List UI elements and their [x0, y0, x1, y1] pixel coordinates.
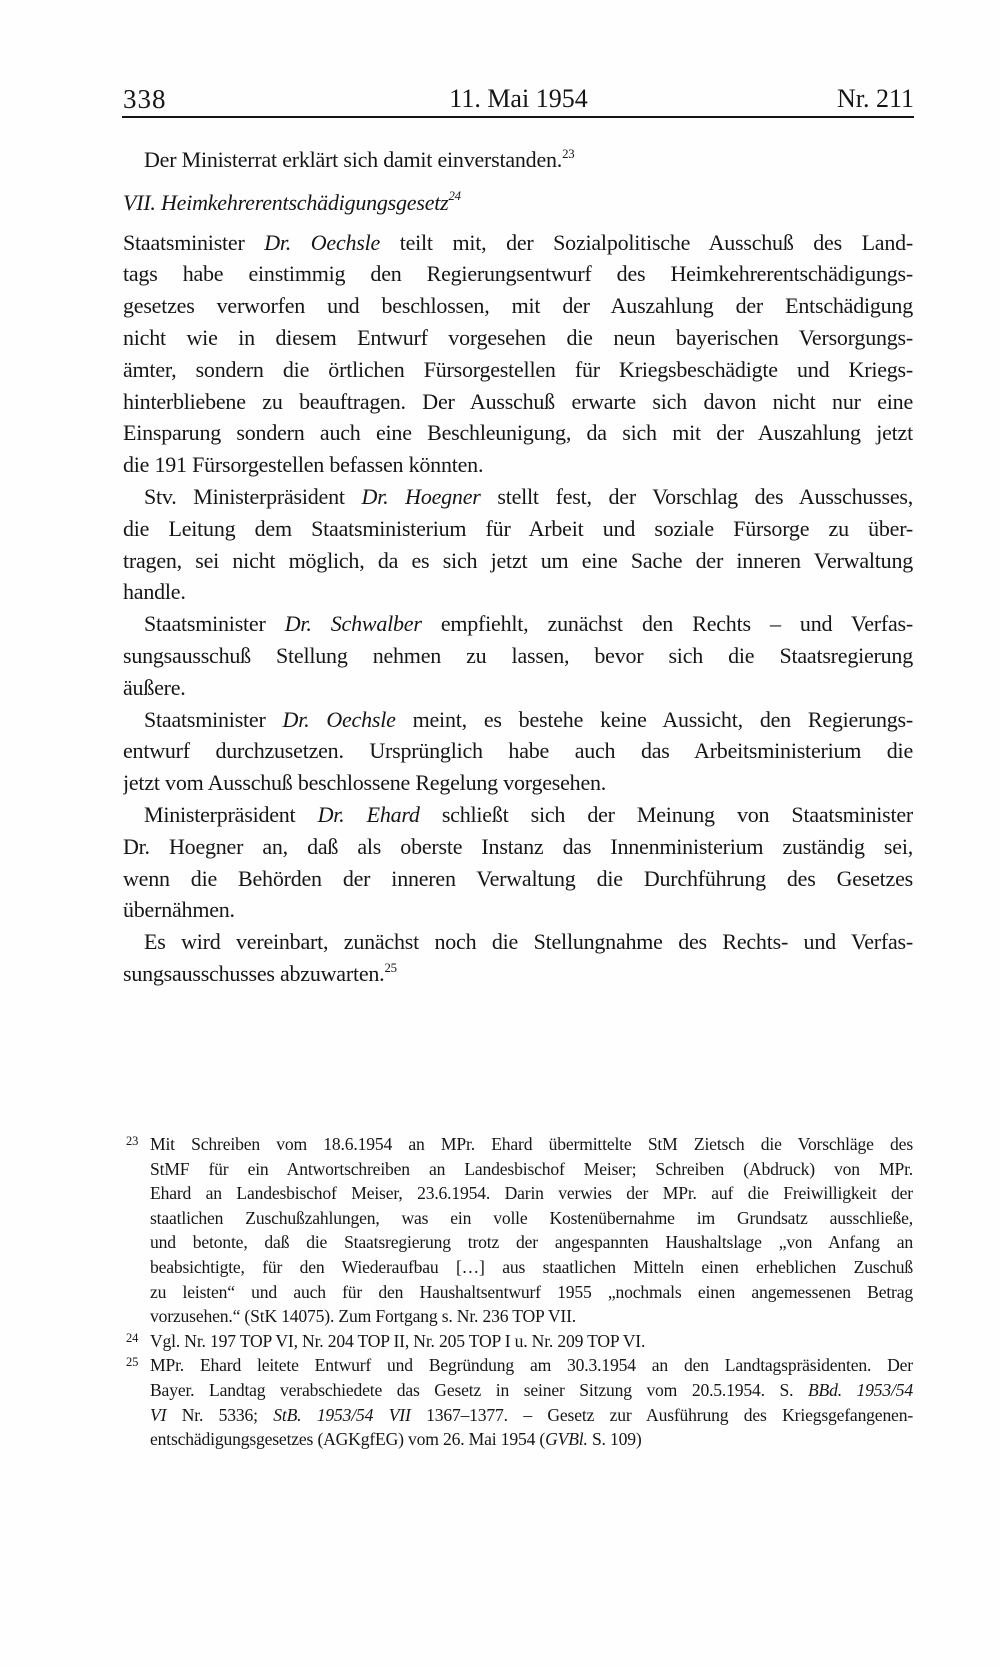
text-line	[123, 704, 913, 736]
text-run: handle.	[123, 579, 186, 605]
text-run: GVBl.	[545, 1429, 588, 1450]
text-run: entschädigungsgesetzes (AGKgfEG) vom 26. Mai 1954 (	[150, 1429, 546, 1450]
text-run: empfiehlt, zunächst den Rechts – und Verfas-	[421, 611, 913, 637]
text-line	[150, 1157, 913, 1182]
text-run: Der Ministerrat erklärt sich damit einverstanden.	[144, 147, 563, 172]
text-line	[123, 799, 913, 831]
footnotes-section	[123, 1132, 913, 1452]
text-line	[150, 1230, 913, 1255]
footnote-number: 24	[126, 1330, 139, 1345]
text-run: BBd. 1953/54	[807, 1379, 913, 1400]
text-run: Einsparung sondern auch eine Beschleunigung, da sich mit der Auszahlung jetzt	[123, 420, 913, 446]
text-run: die Leitung dem Staatsministerium für Arbeit und soziale Fürsorge zu über-	[123, 515, 913, 541]
text-run: sungsausschusses abzuwarten.	[123, 960, 385, 986]
text-run: Mit Schreiben vom 18.6.1954 an MPr. Ehard übermittelte StM Zietsch die Vorschläge des	[150, 1134, 913, 1154]
text-line	[123, 258, 913, 290]
text-run: MPr. Ehard leitete Entwurf und Begründung am 30.3.1954 an den Landtagspräsidenten. Der	[150, 1355, 913, 1376]
text-run: Staatsminister	[144, 706, 283, 732]
text-line	[123, 481, 913, 513]
text-line	[123, 831, 913, 863]
header-rule	[122, 116, 914, 118]
text-line	[123, 290, 913, 322]
text-line	[123, 354, 913, 386]
text-run: StMF für ein Antwortschreiben an Landesbischof Meiser; Schreiben (Abdruck) von MPr.	[150, 1158, 913, 1179]
text-line	[123, 449, 913, 481]
text-line	[123, 926, 913, 958]
footnote	[123, 1353, 913, 1451]
text-line	[123, 863, 913, 895]
text-line	[150, 1353, 913, 1378]
footnote-number: 23	[126, 1134, 139, 1148]
text-run: übernähmen.	[123, 897, 235, 923]
text-run: teilt mit, der Sozialpolitische Ausschuß des Land-	[380, 229, 913, 255]
text-run: schließt sich der Meinung von Staatsminister	[419, 801, 913, 827]
text-run: hinterbliebene zu beauftragen. Der Ausschuß erwarte sich davon nicht nur eine	[123, 388, 913, 414]
text-line	[123, 894, 913, 926]
paragraph-closing	[123, 926, 913, 990]
text-line	[123, 513, 913, 545]
text-line	[150, 1329, 913, 1354]
text-run: und betonte, daß die Staatsregierung trotz der angespannten Haushaltslage „von Anfang an	[150, 1232, 913, 1253]
text-run: Dr. Hoegner an, daß als oberste Instanz das Innenministerium zuständig sei,	[123, 833, 913, 859]
footnote-ref: 23	[562, 146, 575, 161]
footnote	[123, 1132, 913, 1329]
text-run: Bayer. Landtag verabschiedete das Gesetz in seiner Sitzung vom 20.5.1954. S.	[150, 1379, 808, 1400]
text-run: zu leisten“ und auch für den Haushaltsentwurf 1955 „nochmals einen angemessenen Betrag	[150, 1281, 913, 1302]
text-line	[150, 1427, 913, 1452]
text-run: entwurf durchzusetzen. Ursprünglich habe auch das Arbeitsministerium die	[123, 738, 913, 764]
footnote-ref: 25	[384, 960, 397, 975]
text-run: Dr. Oechsle	[282, 706, 396, 732]
text-run: Vgl. Nr. 197 TOP VI, Nr. 204 TOP II, Nr. 205 TOP I u. Nr. 209 TOP VI.	[150, 1330, 646, 1351]
text-run: Ehard an Landesbischof Meiser, 23.6.1954. Darin verwies der MPr. auf die Freiwilligkeit der	[150, 1183, 913, 1204]
text-line	[123, 187, 913, 219]
text-line	[123, 545, 913, 577]
text-run: Nr. 5336;	[166, 1404, 274, 1425]
text-run: gesetzes verworfen und beschlossen, mit der Auszahlung der Entschädigung	[123, 293, 913, 319]
paragraph-oechsle-2	[123, 704, 913, 799]
header-doc-number: Nr. 211	[836, 84, 914, 113]
text-run: S. 109)	[587, 1429, 642, 1450]
footnote-ref: 24	[448, 189, 461, 204]
text-run: jetzt vom Ausschuß beschlossene Regelung vorgesehen.	[123, 770, 607, 796]
text-line	[123, 640, 913, 672]
text-line	[123, 958, 913, 990]
text-run: Ministerpräsident	[144, 801, 318, 827]
text-line	[123, 144, 913, 176]
page-number: 338	[123, 84, 167, 114]
text-run: vorzusehen.“ (StK 14075). Zum Fortgang s. Nr. 236 TOP VII.	[150, 1306, 577, 1327]
text-line	[123, 417, 913, 449]
text-run: tags habe einstimmig den Regierungsentwurf des Heimkehrerentschädigungs-	[123, 261, 913, 287]
text-line	[123, 672, 913, 704]
footnote	[123, 1329, 913, 1354]
header-date: 11. Mai 1954	[449, 84, 588, 113]
text-run: 1367–1377. – Gesetz zur Ausführung des Kriegsgefangenen-	[410, 1404, 913, 1425]
text-line	[123, 322, 913, 354]
paragraph-ehard	[123, 799, 913, 926]
text-run: Stv. Ministerpräsident	[144, 483, 362, 509]
text-run: die 191 Fürsorgestellen befassen könnten.	[123, 452, 484, 478]
text-run: Dr. Ehard	[317, 801, 420, 827]
text-run: beabsichtigte, für den Wiederaufbau […] aus staatlichen Mitteln einen erheblichen Zuschuß	[150, 1256, 913, 1277]
text-run: Staatsminister	[144, 611, 285, 637]
text-line	[123, 608, 913, 640]
text-run: Staatsminister	[123, 229, 265, 255]
text-run: Dr. Schwalber	[284, 611, 422, 637]
text-line	[150, 1181, 913, 1206]
text-line	[150, 1206, 913, 1231]
text-run: VII. Heimkehrerentschädigungsgesetz	[123, 189, 449, 215]
paragraph-hoegner	[123, 481, 913, 608]
text-line	[150, 1403, 913, 1428]
text-run: nicht wie in diesem Entwurf vorgesehen die neun bayerischen Versorgungs-	[123, 324, 913, 350]
text-line	[150, 1280, 913, 1305]
text-run: Dr. Oechsle	[264, 229, 381, 255]
text-run: ämter, sondern die örtlichen Fürsorgestellen für Kriegsbeschädigte und Kriegs-	[123, 356, 913, 382]
text-line	[150, 1304, 913, 1329]
paragraph-schwalber	[123, 608, 913, 703]
text-line	[150, 1255, 913, 1280]
text-line	[123, 767, 913, 799]
page-header	[123, 84, 914, 114]
text-line	[123, 735, 913, 767]
text-run: tragen, sei nicht möglich, da es sich jetzt um eine Sache der inneren Verwaltung	[123, 547, 913, 573]
text-run: Dr. Hoegner	[361, 483, 481, 509]
opening-paragraph	[123, 144, 913, 176]
text-run: stellt fest, der Vorschlag des Ausschusses,	[480, 483, 913, 509]
text-line	[123, 576, 913, 608]
text-run: staatlichen Zuschußzahlungen, was ein volle Kostenübernahme im Grundsatz ausschließe,	[150, 1207, 913, 1228]
text-line	[123, 227, 913, 259]
paragraph-oechsle-1	[123, 227, 913, 481]
text-run: StB. 1953/54 VII	[273, 1404, 411, 1425]
text-run: VI	[150, 1404, 167, 1425]
body-text	[123, 144, 913, 990]
text-run: sungsausschuß Stellung nehmen zu lassen, bevor sich die Staatsregierung	[123, 642, 913, 668]
text-run: äußere.	[123, 674, 186, 700]
text-run: wenn die Behörden der inneren Verwaltung die Durchführung des Gesetzes	[123, 865, 913, 891]
footnote-number: 25	[126, 1355, 139, 1370]
section-heading	[123, 187, 913, 219]
text-line	[150, 1378, 913, 1403]
text-line	[150, 1132, 913, 1157]
text-run: meint, es bestehe keine Aussicht, den Regierungs-	[395, 706, 913, 732]
text-line	[123, 386, 913, 418]
text-run: Es wird vereinbart, zunächst noch die Stellungnahme des Rechts- und Verfas-	[144, 929, 913, 955]
